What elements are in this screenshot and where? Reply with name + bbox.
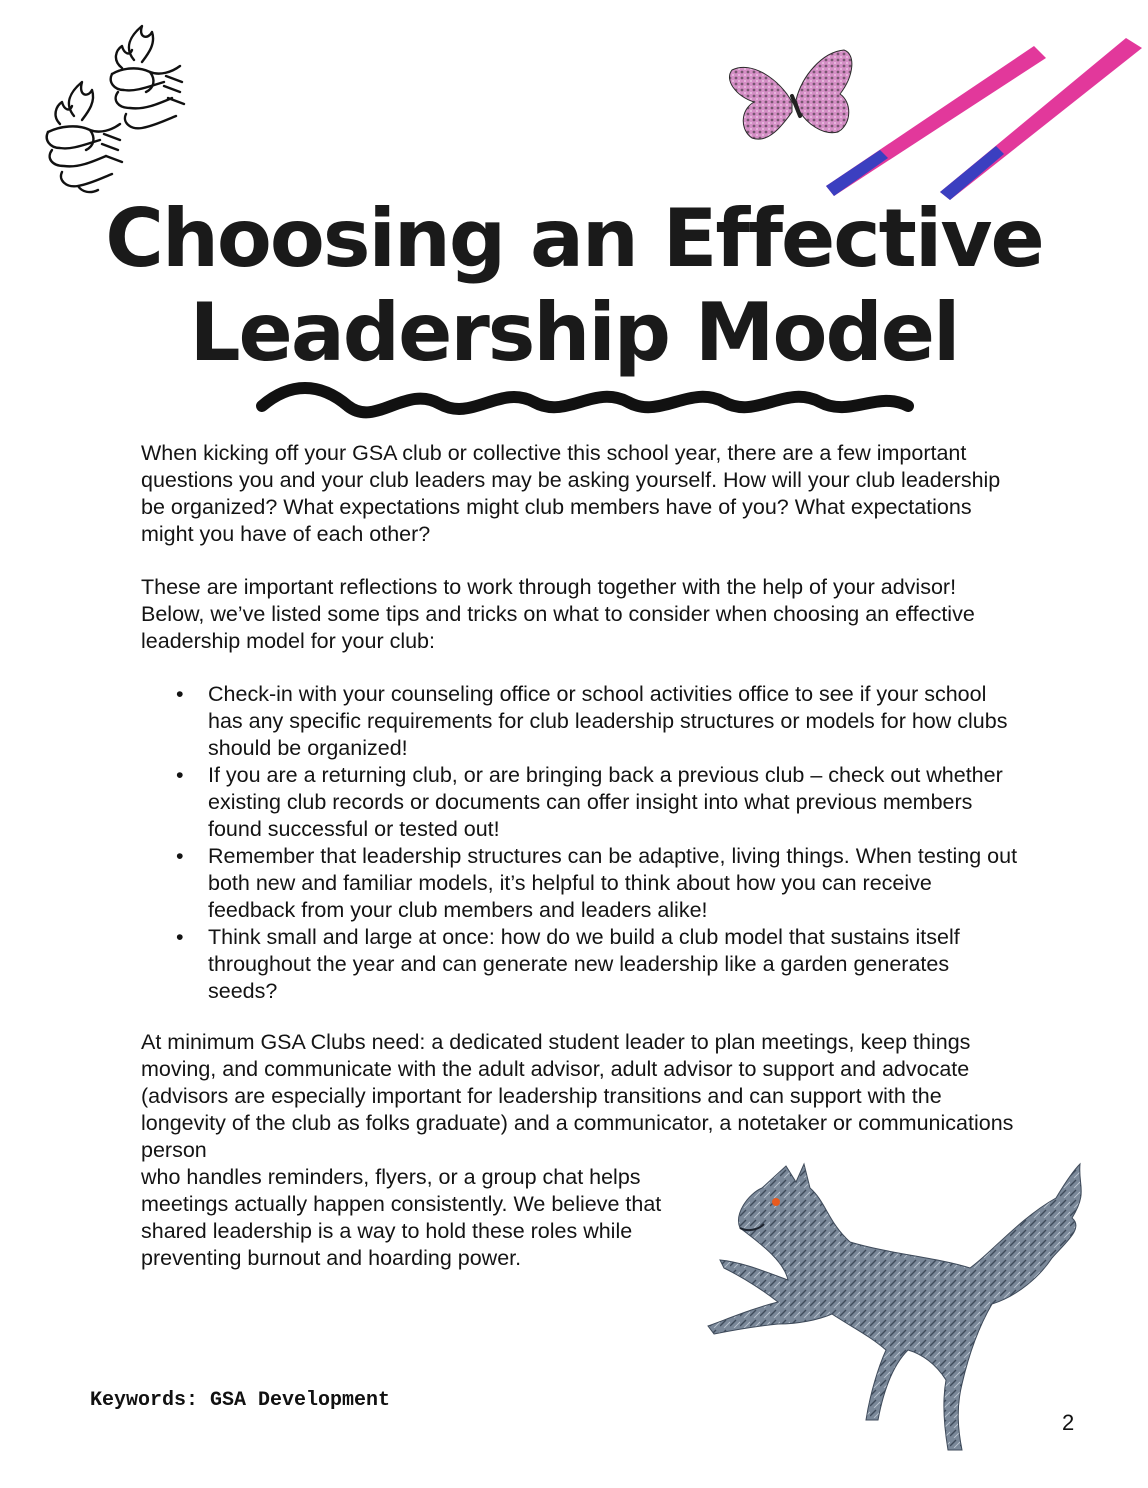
reflection-paragraph: These are important reflections to work through together with the help of your advisor! Below, we’ve listed some tips and tricks on what to consider when choosing an effective leadership model for your club: [141,575,975,653]
minimum-paragraph-part-1: At minimum GSA Clubs need: a dedicated student leader to plan meetings, keep things moving, and communicate with the adult advisor, adult advisor to support and advocate (advisors are especially important for leadership transitions and can support with the longevity of the club as folks graduate) and a communicator, a notetaker or communications person [141,1030,1014,1162]
title-line-2: Leadership Model [189,286,959,379]
list-item [141,681,1021,762]
tip-text: Remember that leadership structures can be adaptive, living things. When testing out both new and familiar models, it’s helpful to think about how you can receive feedback from your club members and leaders alike! [208,844,1018,922]
bullet-marker: • [176,925,184,949]
tip-text: Check-in with your counseling office or school activities office to see if your school has any specific requirements for club leadership structures or models for how clubs should be organized! [208,682,1008,760]
flaming-hands-icon [26,20,191,200]
bullet-marker: • [176,682,184,706]
tips-list [141,681,1021,1005]
list-item [141,762,1021,843]
list-item [141,924,1021,1005]
keywords-label: Keywords: GSA Development [90,1389,391,1412]
wolf-icon [700,1158,1100,1458]
tip-text: Think small and large at once: how do we build a club model that sustains itself throughout the year and can generate new leadership like a garden generates seeds? [208,925,960,1003]
page-number: 2 [1062,1410,1075,1435]
ribbon-streaks-icon [820,36,1148,201]
list-item [141,843,1021,924]
squiggle-underline-icon [250,376,920,426]
intro-paragraph: When kicking off your GSA club or collective this school year, there are a few important questions you and your club leaders may be asking yourself. How will your club leadership be organized? What expectations might club members have of you? What expectations might you have of each other? [141,441,1001,546]
minimum-paragraph-part-2: who handles reminders, flyers, or a group chat helps meetings actually happen consistently. We believe that shared leadership is a way to hold these roles while preventing burnout and hoarding power. [141,1165,662,1270]
bullet-marker: • [176,844,184,868]
tip-text: If you are a returning club, or are bringing back a previous club – check out whether existing club records or documents can offer insight into what previous members found successful or tested out! [208,763,1003,841]
bullet-marker: • [176,763,184,787]
title-line-1: Choosing an Effective [105,192,1043,285]
page-title [60,192,1088,380]
